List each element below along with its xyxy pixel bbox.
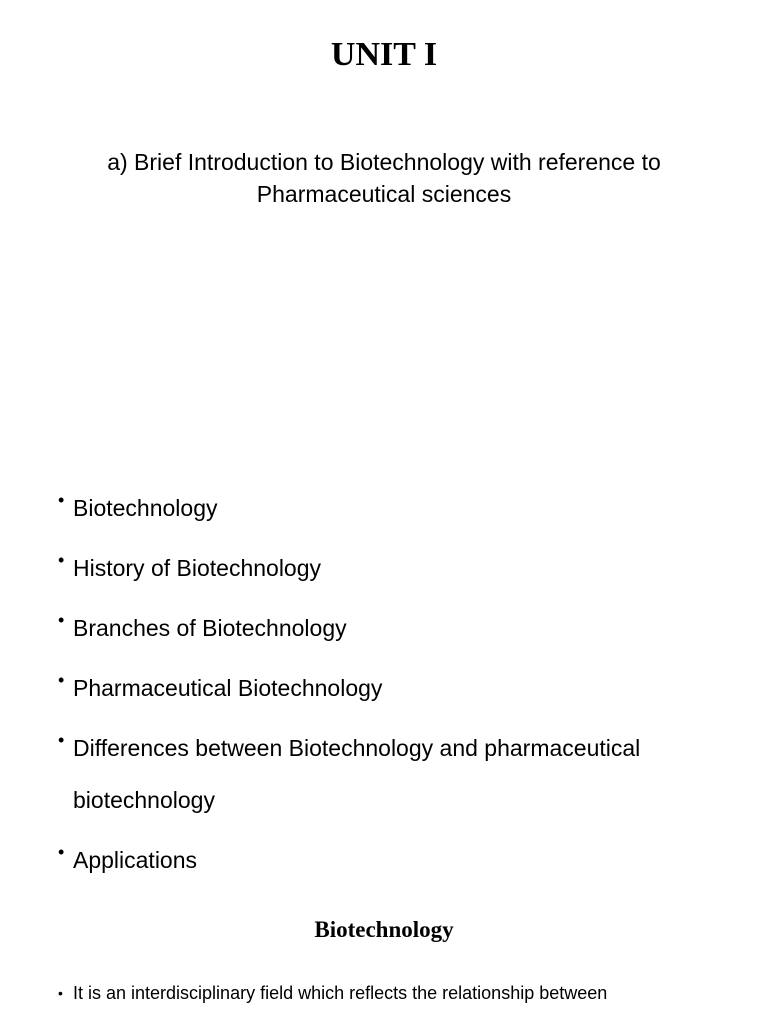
list-item xyxy=(58,662,738,714)
bullet-icon: • xyxy=(58,670,65,690)
list-item-text: Differences between Biotechnology and pharmaceutical biotechnology xyxy=(73,735,641,813)
list-item xyxy=(58,602,738,654)
list-item-text: History of Biotechnology xyxy=(73,555,322,581)
paragraph-text: It is an interdisciplinary field which reflects the relationship between xyxy=(73,983,608,1003)
paragraph-list xyxy=(58,978,748,1008)
list-item xyxy=(58,834,738,886)
list-item xyxy=(58,482,738,534)
paragraph-item xyxy=(58,978,748,1008)
topic-list xyxy=(58,482,738,894)
bullet-icon: • xyxy=(58,550,65,570)
list-item xyxy=(58,542,738,594)
bullet-icon: • xyxy=(58,610,65,630)
bullet-icon: • xyxy=(58,490,65,510)
list-item xyxy=(58,722,738,826)
bullet-icon: • xyxy=(58,842,65,862)
list-item-text: Applications xyxy=(73,847,198,873)
list-item-text: Biotechnology xyxy=(73,495,218,521)
subtitle: a) Brief Introduction to Biotechnology with reference to Pharmaceutical sciences xyxy=(107,149,661,207)
bullet-icon: • xyxy=(58,985,63,1001)
list-item-text: Pharmaceutical Biotechnology xyxy=(73,675,383,701)
unit-title: UNIT I xyxy=(330,36,438,73)
bullet-icon: • xyxy=(58,730,65,750)
list-item-text: Branches of Biotechnology xyxy=(73,615,347,641)
section-heading: Biotechnology xyxy=(314,917,454,942)
